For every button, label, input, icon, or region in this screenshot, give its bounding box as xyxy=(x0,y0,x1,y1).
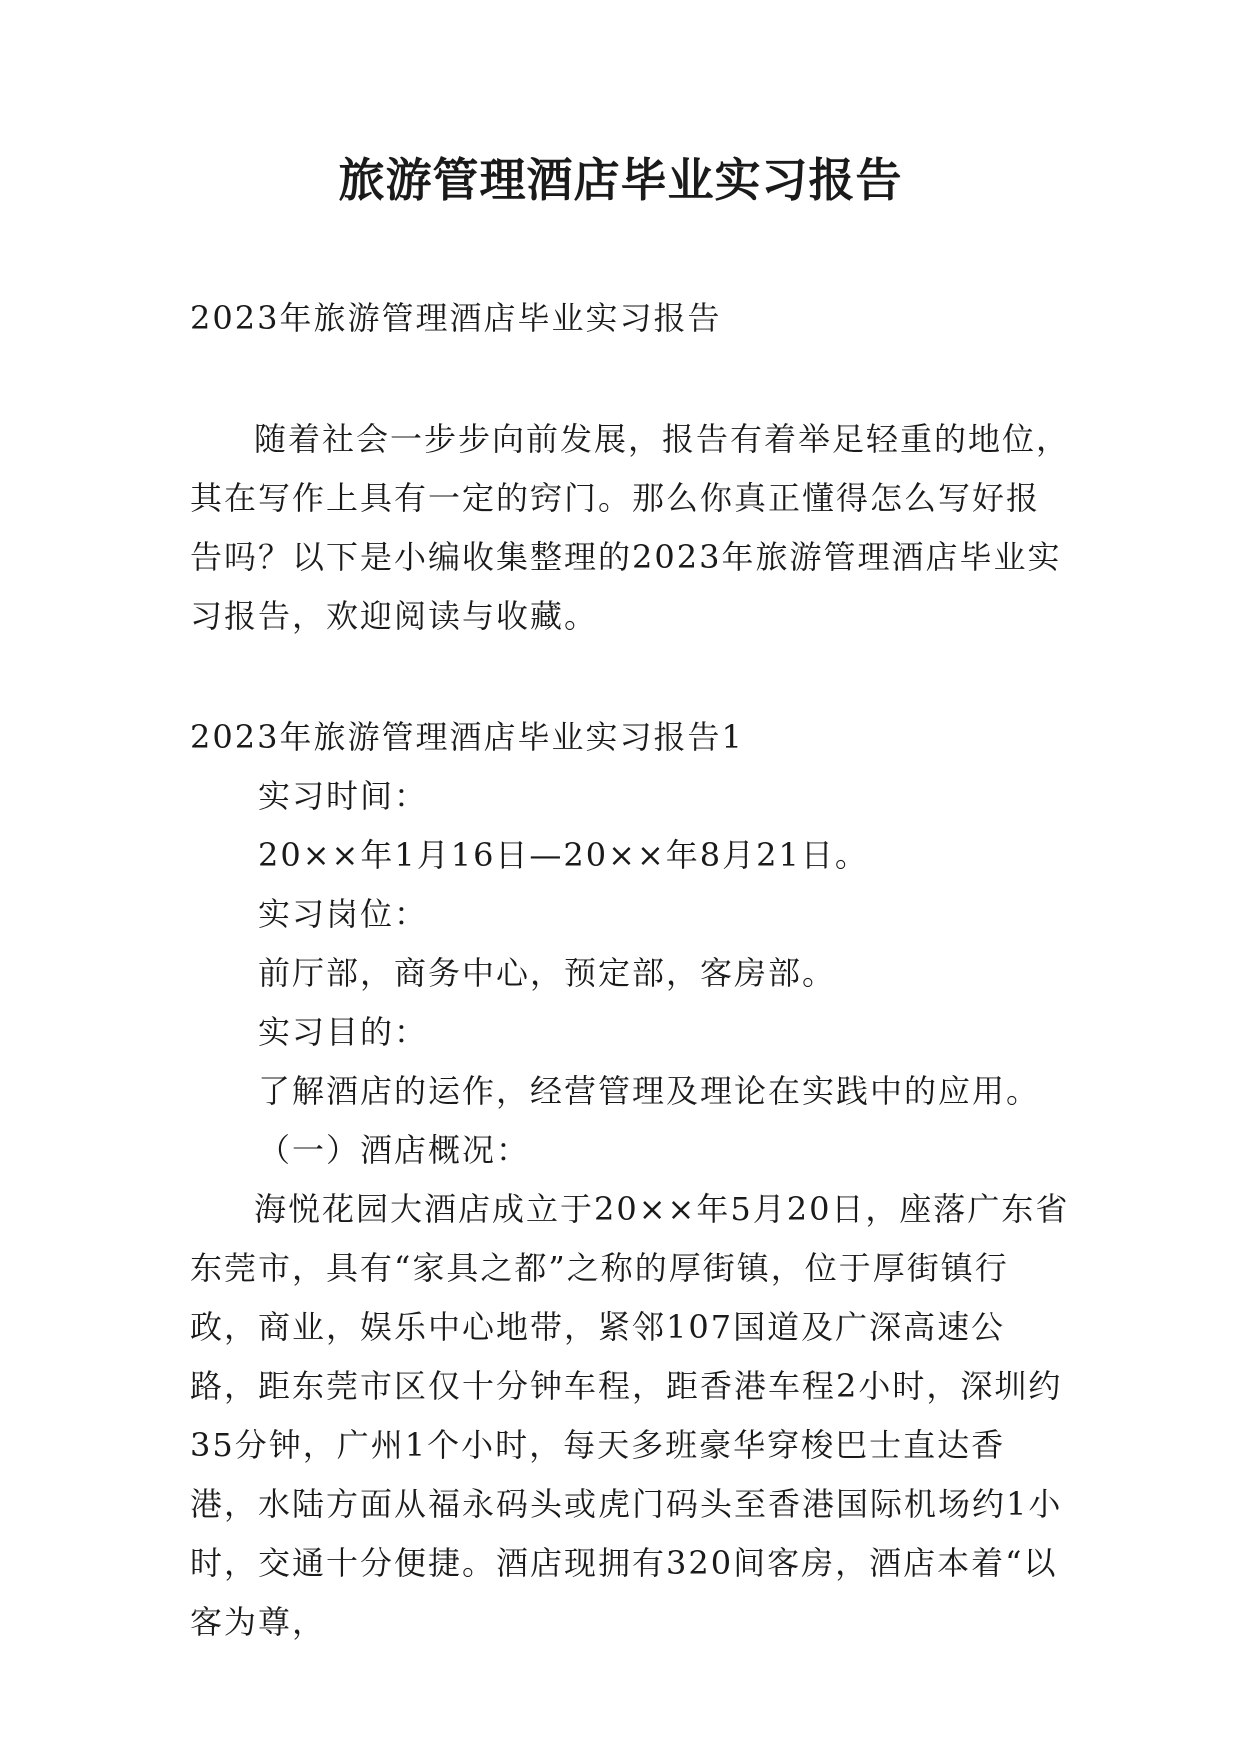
subsection-heading-hotel-overview: （一）酒店概况： xyxy=(258,1131,531,1169)
value-internship-position: 前厅部，商务中心，预定部，客房部。 xyxy=(258,954,837,992)
value-internship-purpose: 了解酒店的运作，经营管理及理论在实践中的应用。 xyxy=(258,1072,1041,1110)
label-internship-purpose: 实习目的： xyxy=(258,1013,429,1051)
value-internship-time: 20××年1月16日—20××年8月21日。 xyxy=(258,836,869,874)
hotel-overview-paragraph: 海悦花园大酒店成立于20××年5月20日，座落广东省东莞市，具有“家具之都”之称的厚街镇，位于厚街镇行政，商业，娱乐中心地带，紧邻107国道及广深高速公路，距东莞市区仅十分钟车程，距香港车程2小时，深圳约35分钟，广州1个小时，每天多班豪华穿梭巴士直达香港，水陆方面从福永码头或虎门码头至香港国际机场约1小时，交通十分便捷。酒店现拥有320间客房，酒店本着“以客为尊， xyxy=(190,1190,1070,1641)
document-subtitle: 2023年旅游管理酒店毕业实习报告 xyxy=(190,299,722,337)
document-title: 旅游管理酒店毕业实习报告 xyxy=(338,153,903,207)
section-heading: 2023年旅游管理酒店毕业实习报告1 xyxy=(190,718,744,756)
label-internship-time: 实习时间： xyxy=(258,777,429,815)
document-body xyxy=(190,289,1070,1652)
label-internship-position: 实习岗位： xyxy=(258,895,429,933)
intro-paragraph: 随着社会一步步向前发展，报告有着举足轻重的地位，其在写作上具有一定的窍门。那么你真正懂得怎么写好报告吗？以下是小编收集整理的2023年旅游管理酒店毕业实习报告，欢迎阅读与收藏。 xyxy=(190,420,1071,635)
